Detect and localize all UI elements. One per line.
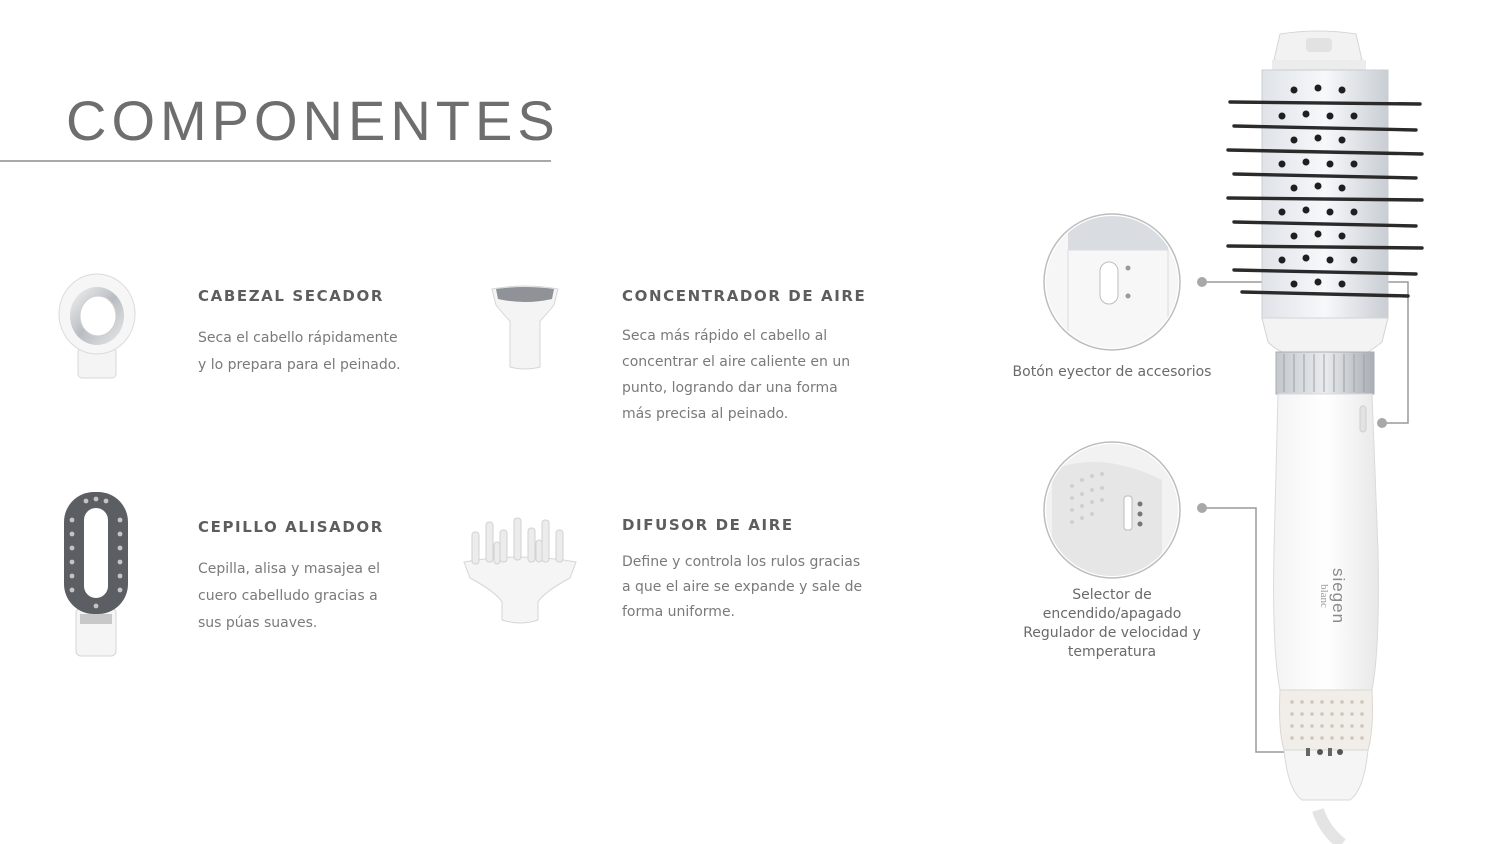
component-concentrator [622,287,866,427]
callout-ejector-label: Botón eyector de accesorios [1012,364,1212,380]
component-title: DIFUSOR DE AIRE [622,516,794,534]
hot-air-brush-product-icon [1222,30,1432,844]
component-description [198,556,384,637]
concentrator-icon [488,283,562,373]
component-description [622,323,866,427]
ejector-zoom-icon [1042,212,1182,352]
description-line: concentrar el aire caliente en un [622,354,851,370]
description-line: Define y controla los rulos gracias [622,554,861,570]
description-line: a que el aire se expande y sale de [622,579,863,595]
selector-label-line: temperatura [1067,644,1157,660]
component-diffuser [622,516,862,625]
diffuser-icon [460,512,580,628]
selector-label-line: Selector de [1072,587,1152,603]
selector-zoom-icon [1042,440,1182,580]
component-description [622,550,862,625]
description-line: sus púas suaves. [198,615,318,631]
page-title: COMPONENTES [66,89,560,152]
description-line: forma uniforme. [622,604,736,620]
component-title: CEPILLO ALISADOR [198,518,384,536]
brand-logo [1306,556,1346,636]
selector-label-line: encendido/apagado [1042,606,1182,622]
component-straightener [198,518,384,637]
straightener-brush-icon [62,490,130,660]
description-line: Seca el cabello rápidamente [198,330,398,346]
component-dryer-head [198,287,401,379]
description-line: Seca más rápido el cabello al [622,328,828,344]
component-title: CONCENTRADOR DE AIRE [622,287,867,305]
dryer-head-icon [54,270,140,382]
description-line: Cepilla, alisa y masajea el [198,561,380,577]
component-title: CABEZAL SECADOR [198,287,384,305]
description-line: cuero cabelludo gracias a [198,588,378,604]
selector-label-line: Regulador de velocidad y [1023,625,1201,641]
description-line: punto, logrando dar una forma [622,380,838,396]
description-line: más precisa al peinado. [622,406,789,422]
component-description [198,325,401,379]
brand-name: siegen [1329,567,1348,625]
description-line: y lo prepara para el peinado. [198,357,401,373]
callout-selector-label [990,586,1234,662]
brand-sub-name: blanc [1318,584,1330,608]
title-underline [0,160,551,162]
